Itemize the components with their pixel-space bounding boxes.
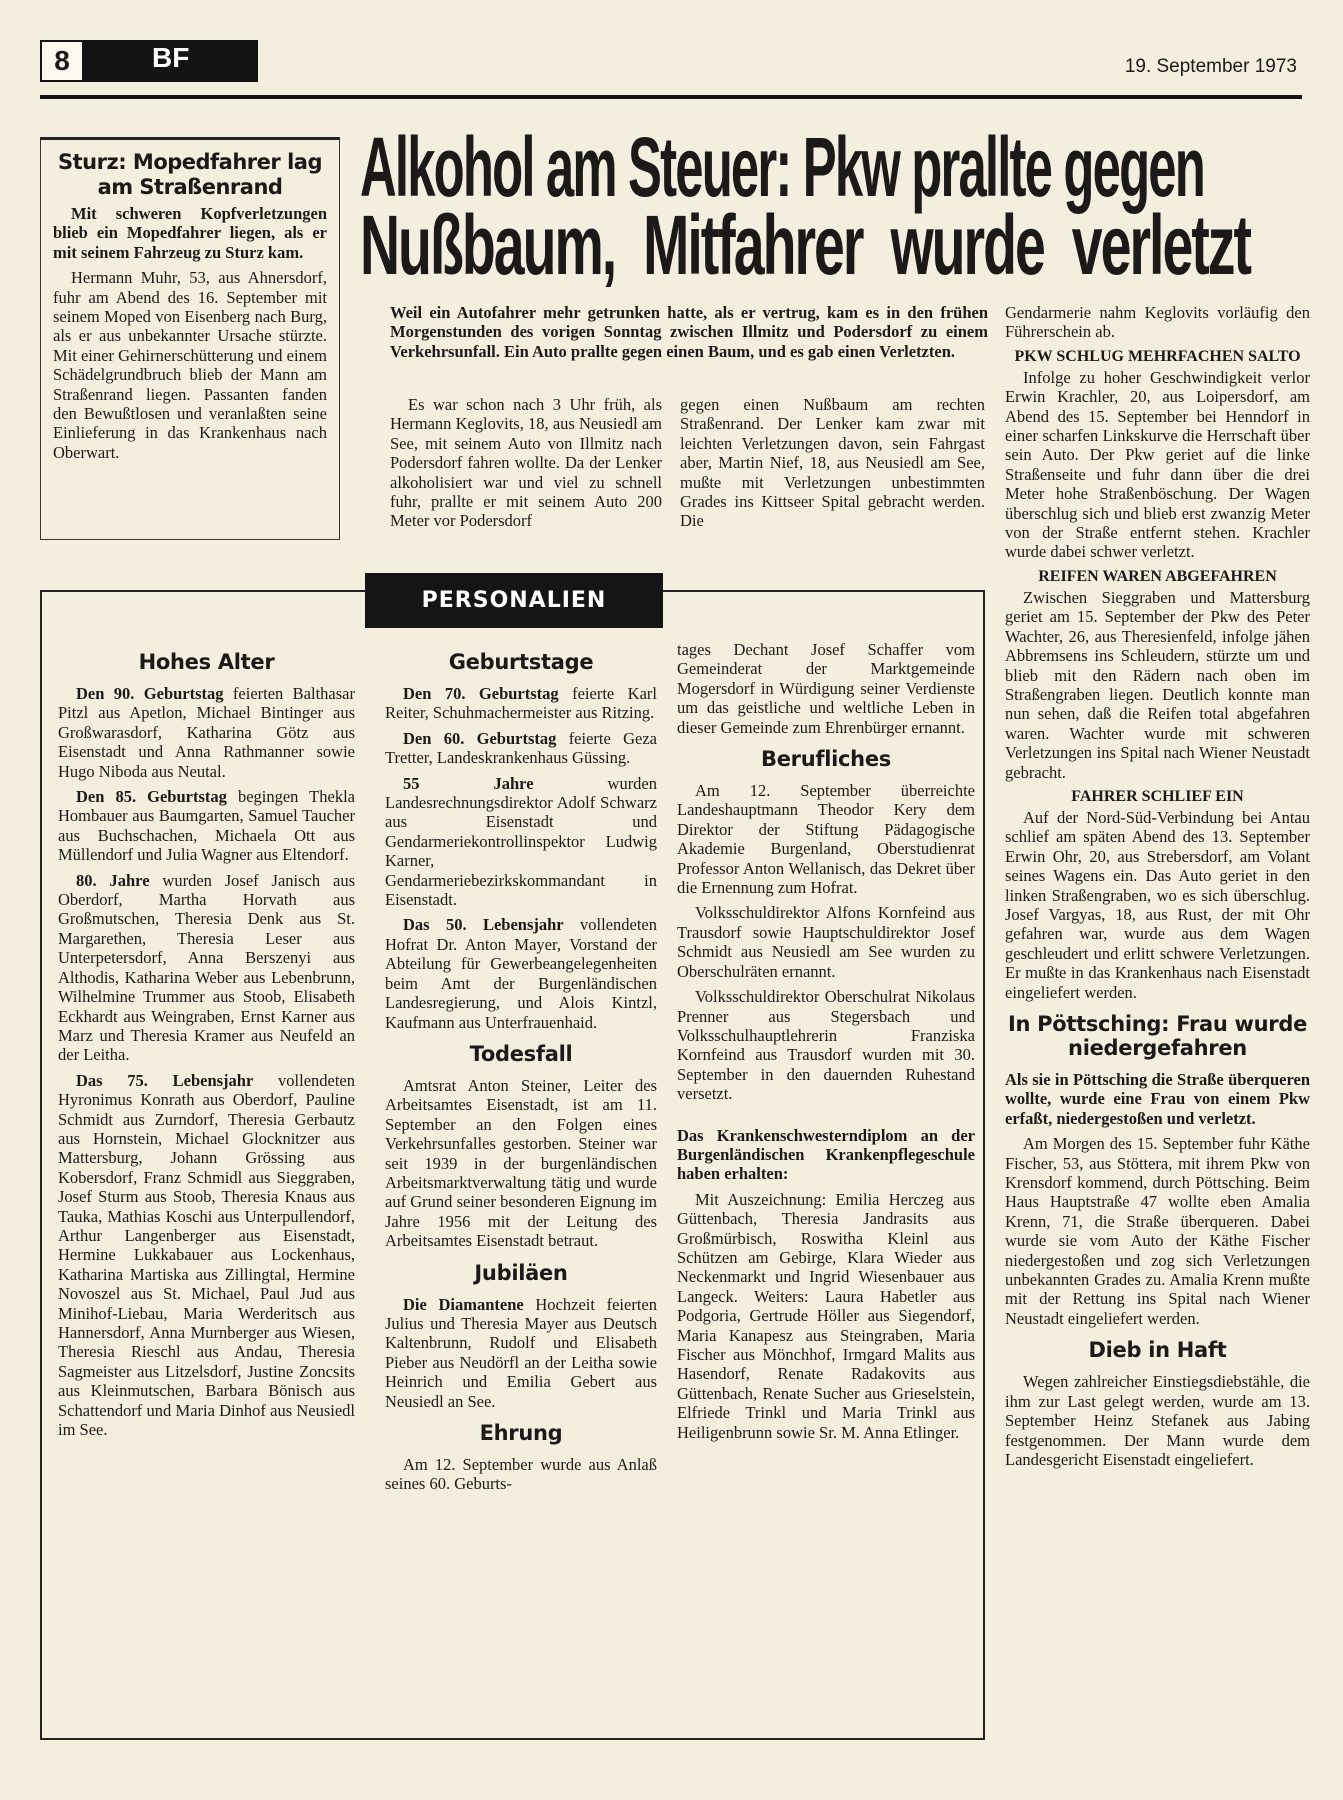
paragraph-text: begingen Thekla Hombauer aus Baumgarten, Samuel Taucher aus Buchschachen, Michaela Ott aus Müllendorf und Julia Wagner aus Eltendorf.: [58, 787, 355, 865]
paragraph: [385, 1076, 657, 1251]
paragraph-text: Als sie in Pöttsching die Straße überqueren wollte, wurde eine Frau von einem Pkw erfaßt, niedergestoßen und verletzt.: [1005, 1070, 1310, 1128]
paragraph: [677, 781, 975, 897]
paragraph-text: Am Morgen des 15. September fuhr Käthe Fischer, 53, aus Stöttera, mit ihrem Pkw von Krensdorf kommend, durch Pöttsching. Beim Haus Hauptstraße 47 wollte eben Amalia Krenn, 71, die Straße überqueren. Dabei wurde sie vom Auto der Käthe Fischer niedergestoßen und zog sich Verletzungen unbekannten Grades zu. Amalia Krenn mußte mit der Rettung ins Spital nach Wiener Neustadt eingeliefert werden.: [1005, 1134, 1310, 1328]
paragraph: [385, 684, 657, 723]
paragraph: [677, 1190, 975, 1442]
paragraph-text: Auf der Nord-Süd-Verbindung bei Antau schlief am späten Abend des 13. September Erwin Ohr, 20, aus Strebersdorf, am Volant seines Wagens ein. Das Auto geriet in den linken Straßengraben, wo es sich überschlug. Josef Vargyas, 18, aus Rust, der mit Ohr gefahren war, wurde aus dem Wagen geschleudert und erlitt schwere Verletzungen. Er mußte in das Krankenhaus nach Eisenstadt eingeliefert werden.: [1005, 807, 1310, 1002]
paragraph-lead-in: Den 90. Geburtstag: [76, 684, 224, 703]
paragraph: [385, 915, 657, 1031]
paragraph-text: Am 12. September überreichte Landeshauptmann Theodor Kery dem Direktor der Stiftung Pädagogische Akademie Burgenland, Oberstudienrat Professor Anton Wellanisch, das Dekret über die Ernennung zum Hofrat.: [677, 781, 975, 898]
paragraph-text: Wegen zahlreicher Einstiegsdiebstähle, die ihm zur Last gelegt werden, wurde am 13. September Heinz Stefanek aus Jabing festgenommen. Der Mann wurde dem Landesgericht Eisenstadt eingeliefert.: [1005, 1372, 1310, 1469]
subheading: FAHRER SCHLIEF EIN: [1071, 787, 1244, 805]
main-col-2: [680, 395, 985, 545]
paragraph: [1005, 303, 1310, 342]
paragraph: [1005, 368, 1310, 562]
paragraph-text: vollendeten Hyronimus Konrath aus Oberdorf, Pauline Schmidt aus Zurndorf, Theresia Gerbautz aus Hornstein, Michael Glocknitzer aus Mattersburg, Johann Grössing aus Kobersdorf, Franz Schmidl aus Sieggraben, Josef Sturm aus Stoob, Theresia Knaus aus Tauka, Mathias Koschi aus Unterpullendorf, Arthur Langenberger aus Eisenstadt, Hermine Lukkabauer aus Lockenhaus, Katharina Martiska aus Zillingtal, Hermine Novoszel aus St. Michael, Paul Jud aus Minihof-Liebau, Maria Werderitsch aus Hannersdorf, Anna Murnberger aus Wiesen, Theresia Rieschl aus Andau, Theresia Sagmeister aus Litzelsdorf, Justine Zoncsits aus Kleinmutschen, Barbara Bönisch aus Schattendorf und Maria Dinhof aus Neusiedl im See.: [58, 1070, 355, 1440]
personalien-col-3: [677, 640, 975, 1730]
paragraph: [385, 1295, 657, 1411]
paragraph: [677, 987, 975, 1103]
page-number: 8: [42, 42, 82, 80]
paragraph-text: Hochzeit feierten Julius und Theresia Mayer aus Deutsch Kaltenbrunn, Rudolf und Elisabeth Pieber aus Neudörfl an der Leitha sowie Heinrich und Emilia Gebert aus Neusiedl an See.: [385, 1294, 657, 1411]
paragraph: [677, 1126, 975, 1184]
paragraph-lead-in: Das 50. Lebensjahr: [403, 915, 564, 935]
personalien-banner: PERSONALIEN: [365, 573, 663, 628]
paragraph: [677, 903, 975, 981]
main-lead: Weil ein Autofahrer mehr getrunken hatte, als er vertrug, kam es in den frühen Morgenstunden des vorigen Sonntag zwischen Illmitz und Podersdorf zu einem Verkehrsunfall. Ein Auto prallte gegen einen Baum, und es gab einen Verletzten.: [390, 303, 988, 361]
paragraph: [1005, 1070, 1310, 1128]
subheading: REIFEN WAREN ABGEFAHREN: [1038, 567, 1277, 585]
sidebar-headline: Sturz: Mopedfahrer lag am Straßenrand: [58, 150, 322, 199]
sidebar-article: [40, 137, 340, 540]
paragraph-text: Gendarmerie nahm Keglovits vorläufig den Führerschein ab.: [1005, 303, 1310, 342]
paragraph-text: Infolge zu hoher Geschwindigkeit verlor Erwin Krachler, 20, aus Loipersdorf, am Abend des 15. September bei Henndorf in einer scharfen Linkskurve die Herrschaft über sein Auto. Der Pkw geriet auf die linke Straßenseite und fuhr dann über die drei Meter hohe Straßenböschung. Der Wagen überschlug sich und blieb erst zwanzig Meter von der Straße entfernt stehen. Krachler wurde dabei schwer verletzt.: [1005, 367, 1310, 562]
paragraph-text: feierte Geza Tretter, Landeskrankenhaus Güssing.: [385, 728, 657, 768]
paragraph: [385, 1455, 657, 1494]
paragraph-text: vollendeten Hofrat Dr. Anton Mayer, Vorstand der Abteilung für Gewerbeangelegenheiten beim Amt der Burgenländischen Landesregierung, und Alois Kintzl, Kaufmann aus Unterfrauenhaid.: [385, 915, 657, 1032]
section-label: BF: [152, 42, 190, 73]
paragraph-lead-in: 80. Jahre: [76, 870, 150, 890]
paragraph-text: Am 12. September wurde aus Anlaß seines 60. Geburts-: [385, 1455, 657, 1494]
subheading: PKW SCHLUG MEHRFACHEN SALTO: [1014, 347, 1301, 365]
main-col-1-text: Es war schon nach 3 Uhr früh, als Hermann Keglovits, 18, aus Neusiedl am See, mit seinem Auto von Illmitz nach Podersdorf fahren wollte. Da der Lenker alkoholisiert war und viel zu schnell fuhr, prallte er mit seinem Auto 200 Meter vor Podersdorf: [390, 395, 662, 531]
section-heading: Hohes Alter: [138, 650, 275, 674]
paragraph-text: tages Dechant Josef Schaffer vom Gemeinderat der Marktgemeinde Mogersdorf in Würdigung seiner Verdienste um das geistliche und weltliche Leben in dieser Gemeinde zum Ehrenbürger ernannt.: [677, 640, 975, 737]
section-heading: Dieb in Haft: [1088, 1338, 1227, 1363]
issue-date: 19. September 1973: [1124, 56, 1297, 77]
section-heading: Geburtstage: [448, 650, 594, 674]
paragraph: [58, 1071, 355, 1440]
paragraph-lead-in: Die Diamantene: [403, 1294, 524, 1314]
sidebar-lead: Mit schweren Kopfverletzungen blieb ein Mopedfahrer liegen, als er mit seinem Fahrzeug zu Sturz kam.: [53, 204, 327, 262]
paragraph: [58, 871, 355, 1065]
sidebar-body: [53, 204, 327, 468]
paragraph-lead-in: Das 75. Lebensjahr: [76, 1070, 254, 1090]
paragraph-text: Zwischen Sieggraben und Mattersburg geriet am 15. September der Pkw des Peter Wachter, 26, aus Theresienfeld, infolge jähen Abbremsens ins Schleudern, stürzte um und blieb mit den Rädern nach oben im Straßengraben liegen. Deutlich konnte man nun sehen, daß die Reifen total abgefahren waren. Wachter wurde mit schweren Verletzungen ins Spital nach Wiener Neustadt gebracht.: [1005, 587, 1310, 782]
headline-line-2: Nußbaum, Mitfahrer wurde verletzt: [360, 198, 1251, 288]
section-heading: Berufliches: [761, 747, 891, 772]
paragraph-text: Volksschuldirektor Alfons Kornfeind aus Trausdorf sowie Hauptschuldirektor Josef Schmidt aus Neusiedl am See wurden zu Oberschulräten ernannt.: [677, 903, 975, 981]
main-headline: [360, 128, 1320, 288]
paragraph-text: Volksschuldirektor Oberschulrat Nikolaus Prenner aus Stegersbach und Volksschulhauptlehrerin Franziska Kornfeind aus Trausdorf wurden mit 30. September in den dauernden Ruhestand versetzt.: [677, 987, 975, 1104]
paragraph: [58, 787, 355, 865]
paragraph: [1005, 1134, 1310, 1328]
page-header-box: [40, 40, 258, 82]
paragraph-text: feierte Karl Reiter, Schuhmachermeister aus Ritzing.: [385, 684, 657, 723]
section-heading: Jubiläen: [474, 1260, 568, 1285]
paragraph: [385, 729, 657, 768]
paragraph-lead-in: Den 60. Geburtstag: [403, 728, 557, 748]
paragraph: [1005, 588, 1310, 782]
paragraph-lead-in: 55 Jahre: [403, 773, 534, 793]
main-col-1: [390, 395, 662, 545]
section-heading: In Pöttsching: Frau wurde niedergefahren: [1007, 1012, 1308, 1060]
paragraph: [1005, 808, 1310, 1002]
paragraph-text: Das Krankenschwesterndiplom an der Burgenländischen Krankenpflegeschule haben erhalten:: [677, 1125, 975, 1184]
section-heading: Todesfall: [469, 1041, 573, 1066]
header-rule: [40, 95, 1302, 99]
right-column: [1005, 303, 1310, 1738]
paragraph: [1005, 1372, 1310, 1469]
paragraph-text: wurden Landesrechnungsdirektor Adolf Schwarz aus Eisenstadt und Gendarmeriekontrollinspektor Ludwig Karner, Gendarmeriebezirkskommandant in Eisenstadt.: [385, 773, 657, 910]
section-heading: Ehrung: [479, 1421, 563, 1445]
headline-line-1: Alkohol am Steuer: Pkw prallte gegen: [360, 128, 1204, 214]
personalien-col-2: [385, 640, 657, 1730]
main-col-2-text: gegen einen Nußbaum am rechten Straßenrand. Der Lenker kam zwar mit leichten Verletzungen davon, sein Fahrgast aber, Martin Nief, 18, aus Neusiedl am See, mußte mit Verletzungen unbestimmten Grades ins Kittseer Spital gebracht werden. Die: [680, 395, 985, 531]
paragraph: [677, 640, 975, 737]
paragraph: [385, 774, 657, 910]
sidebar-text: Hermann Muhr, 53, aus Ahnersdorf, fuhr am Abend des 16. September mit seinem Moped von Eisenberg nach Burg, als er aus unbekannter Ursache stürzte. Mit einer Gehirnerschütterung und einem Schädelgrundbruch blieb der Mann am Straßenrand liegen. Passanten fanden den Bewußtlosen und veranlaßten seine Einlieferung in das Krankenhaus nach Oberwart.: [53, 268, 327, 462]
paragraph-lead-in: Den 85. Geburtstag: [76, 787, 227, 807]
paragraph: [58, 684, 355, 781]
paragraph-text: feierten Balthasar Pitzl aus Apetlon, Michael Bintinger aus Großwarasdorf, Katharina Götz aus Eisenstadt und Anna Rathmanner sowie Hugo Niboda aus Neutal.: [58, 684, 355, 781]
paragraph-lead-in: Den 70. Geburtstag: [403, 684, 559, 703]
paragraph-text: wurden Josef Janisch aus Oberdorf, Martha Horvath aus Großmutschen, Theresia Denk aus St. Margarethen, Theresia Leser aus Unterpetersdorf, Anna Berszenyi aus Althodis, Katharina Weber aus Lebenbrunn, Wilhelmine Trummer aus Stoob, Elisabeth Eckhardt aus Weingraben, Ernst Karner aus Marz und Theresia Kramer aus Neufeld an der Leitha.: [58, 870, 355, 1065]
personalien-col-1: [58, 640, 355, 1730]
paragraph-text: Mit Auszeichnung: Emilia Herczeg aus Güttenbach, Theresia Jandrasits aus Großmürbisch, Roswitha Kleinl aus Schützen am Gebirge, Klara Wieder aus Neckenmarkt und Ingrid Wiesenbauer aus Langeck. Weiters: Laura Habetler aus Podgoria, Gertrude Höller aus Siegendorf, Maria Kanapesz aus Steingraben, Maria Fischer aus Mönchhof, Irmgard Malits aus Hasendorf, Renate Radakovits aus Güttenbach, Renate Sucher aus Grieselstein, Elfriede Trinkl und Maria Trinkl aus Heiligenbrunn sowie Sr. M. Anna Etlinger.: [677, 1189, 975, 1442]
paragraph-text: Amtsrat Anton Steiner, Leiter des Arbeitsamtes Eisenstadt, ist am 11. September an den Folgen eines Verkehrsunfalles gestorben. Steiner war seit 1939 in der burgenländischen Arbeitsmarktverwaltung tätig und wurde auf Grund seiner besonderen Eignung im Jahre 1956 mit der Leitung des Arbeitsamtes Eisenstadt betraut.: [385, 1075, 657, 1251]
